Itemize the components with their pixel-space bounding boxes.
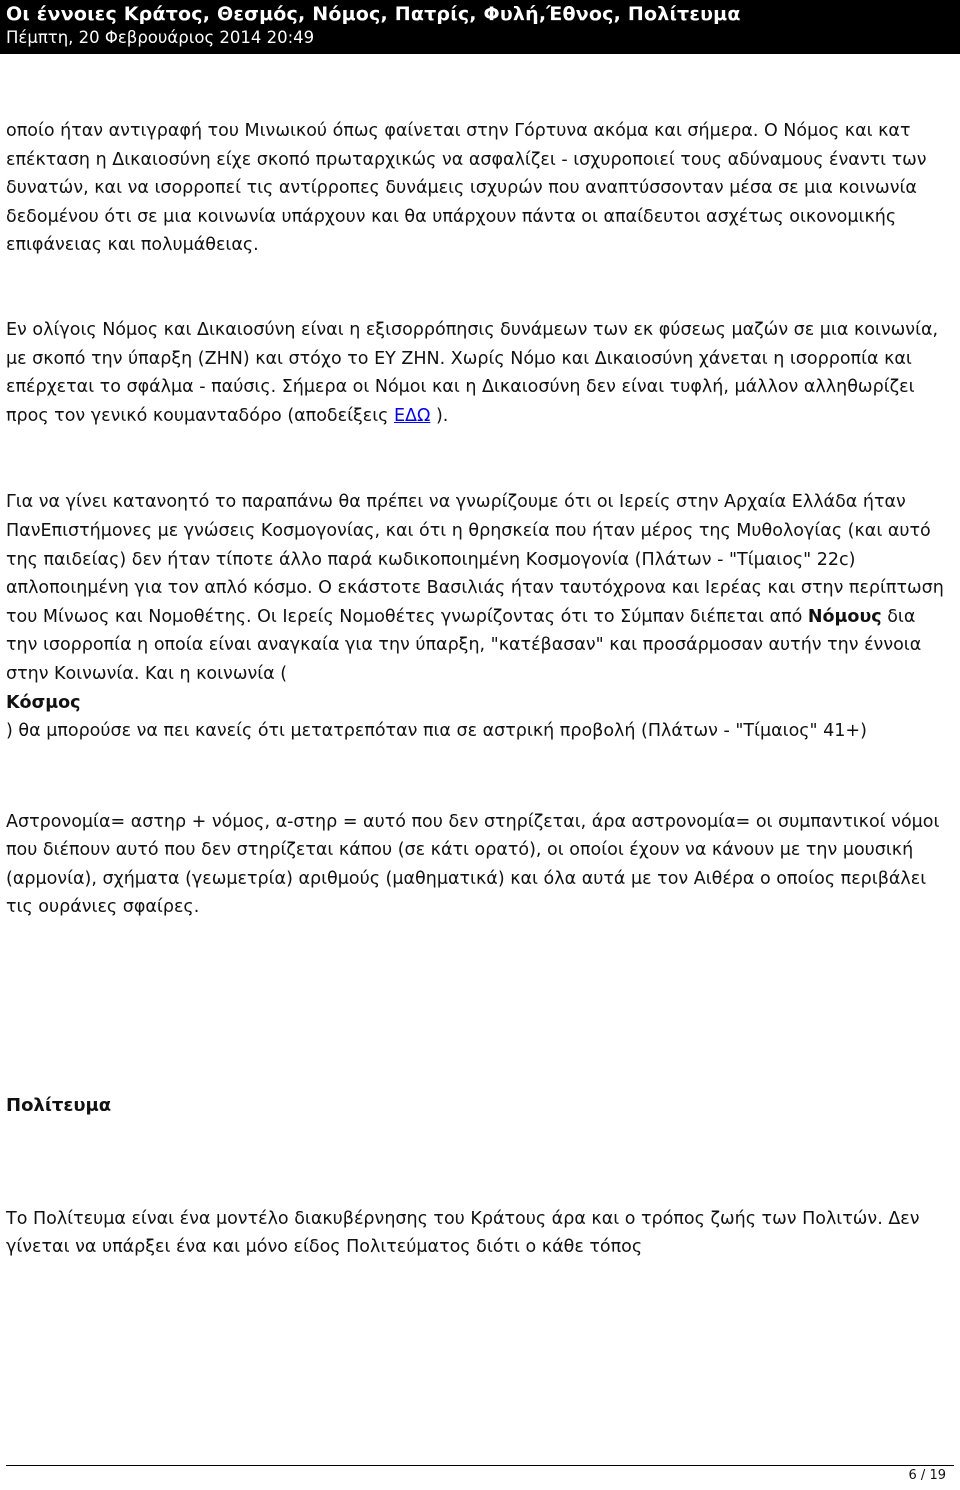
paragraph-3-bold-kosmos: Κόσμος	[6, 692, 81, 713]
article-body	[6, 117, 952, 1262]
paragraph-2-text: Εν ολίγοις Νόμος και Δικαιοσύνη είναι η εξισορρόπησις δυνάμεων των εκ φύσεως μαζών σε μια κοινωνία, με σκοπό την ύπαρξη (ΖΗΝ) και στόχο το ΕΥ ΖΗΝ. Χωρίς Νόμο και Δικαιοσύνη χάνεται η ισορροπία και επέρχεται το σφάλμα - παύσις. Σήμερα οι Νόμοι και η Δικαιοσύνη δεν είναι τυφλή, μάλλον αλληθωρίζει προς τον γενικό κουμανταδόρο (αποδείξεις	[6, 319, 939, 426]
paragraph-3-part-1: Για να γίνει κατανοητό το παραπάνω θα πρέπει να γνωρίζουμε ότι οι Ιερείς στην Αρχαία Ελλάδα ήταν ΠανΕπιστήμονες με γνώσεις Κοσμογονίας, και ότι η θρησκεία που ήταν μέρος της Μυθολογίας (και αυτό της παιδείας) δεν ήταν τίποτε άλλο παρά κωδικοποιημένη Κοσμογονία (Πλάτων - "Τίμαιος" 22c) απλοποιημένη για τον απλό κόσμο. Ο εκάστοτε Βασιλιάς ήταν ταυτόχρονα και Ιερέας και στην περίπτωση του Μίνωος και Νομοθέτης. Οι Ιερείς Νομοθέτες γνωρίζοντας ότι το Σύμπαν διέπεται από	[6, 492, 944, 627]
document-header	[0, 0, 960, 54]
page-number: 6 / 19	[908, 1468, 946, 1483]
document-title: Οι έννοιες Κράτος, Θεσμός, Νόμος, Πατρίς, Φυλή,Έθνος, Πολίτευμα	[6, 3, 741, 25]
paragraph-3	[6, 488, 952, 745]
footer-divider	[6, 1465, 954, 1466]
section-heading: Πολίτευμα	[6, 1095, 112, 1117]
edo-link[interactable]: ΕΔΩ	[393, 405, 431, 426]
paragraph-2-end: ).	[430, 405, 449, 426]
paragraph-2	[6, 316, 952, 430]
paragraph-3-part-2: δια την ισορροπία η οποία είναι αναγκαία για την ύπαρξη, "κατέβασαν" και προσάρμοσαν αυτήν την έννοια στην Κοινωνία. Και η κοινωνία (	[6, 606, 922, 684]
paragraph-3-part-3: ) θα μπορούσε να πει κανείς ότι μετατρεπόταν πια σε αστρική προβολή (Πλάτων - "Τίμαιος" 41+)	[6, 721, 867, 742]
paragraph-1: οποίο ήταν αντιγραφή του Μινωικού όπως φαίνεται στην Γόρτυνα ακόμα και σήμερα. Ο Νόμος και κατ επέκταση η Δικαιοσύνη είχε σκοπό πρωταρχικώς να ασφαλίζει - ισχυροποιεί τους αδύναμους έναντι των δυνατών, και να ισορροπεί τις αντίρροπες δυνάμεις ισχυρών που αναπτύσσονταν μέσα σε μια κοινωνία δεδομένου ότι σε μια κοινωνία υπάρχουν και θα υπάρχουν πάντα οι απαίδευτοι ασχέτως οικονομικής επιφάνειας και πολυμάθειας.	[6, 121, 927, 256]
paragraph-3-bold-nomous: Νόμους	[807, 606, 882, 627]
paragraph-5: Το Πολίτευμα είναι ένα μοντέλο διακυβέρνησης του Κράτους άρα και ο τρόπος ζωής των Πολιτών. Δεν γίνεται να υπάρξει ένα και μόνο είδος Πολιτεύματος διότι ο κάθε τόπος	[6, 1208, 920, 1258]
paragraph-4: Αστρονομία= αστηρ + νόμος, α-στηρ = αυτό που δεν στηρίζεται, άρα αστρονομία= οι συμπαντικοί νόμοι που διέπουν αυτό που δεν στηρίζεται κάπου (σε κάτι ορατό), οι οποίοι έχουν να κάνουν με την μουσική (αρμονία), σχήματα (γεωμετρία) αριθμούς (μαθηματικά) και όλα αυτά με τον Αιθέρα ο οποίος περιβάλει τις ουράνιες σφαίρες.	[6, 811, 940, 918]
document-date: Πέμπτη, 20 Φεβρουάριος 2014 20:49	[6, 28, 315, 47]
